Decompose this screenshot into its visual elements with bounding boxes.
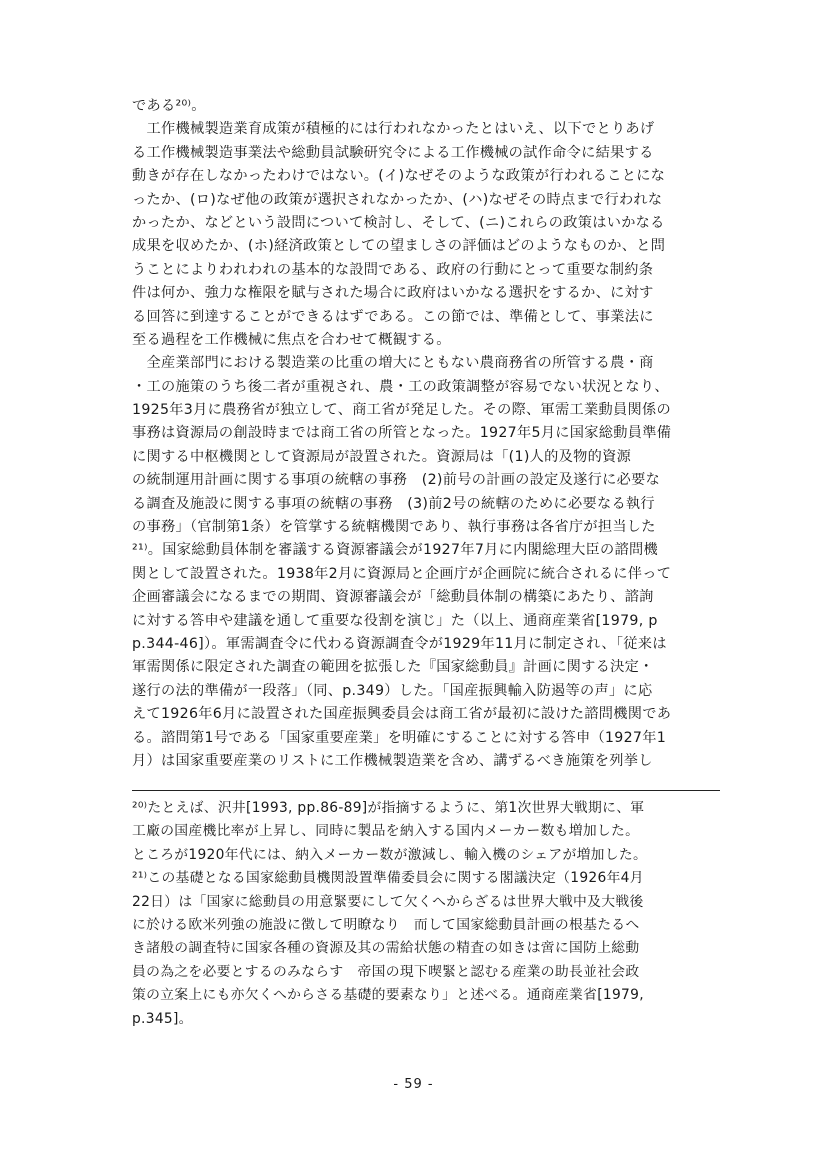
text-line: 関として設置された。1938年2月に資源局と企画庁が企画院に統合されるに伴って bbox=[132, 565, 672, 582]
text-line: 全産業部門における製造業の比重の増大にともない農商務省の所管する農・商 bbox=[132, 355, 654, 372]
text-line: の事務」（官制第1条）を管掌する統轄機関であり、執行事務は各省庁が担当した bbox=[132, 519, 656, 536]
text-line: 至る過程を工作機械に焦点を合わせて概観する。 bbox=[132, 331, 451, 348]
footnote-line: 策の立案上にも亦欠くへからさる基礎的要素なり」と述べる。通商産業省[1979, bbox=[132, 987, 644, 1004]
text-line: うことによりわれわれの基本的な設問である、政府の行動にとって重要な制約条 bbox=[132, 261, 654, 278]
footnote-separator bbox=[132, 790, 720, 791]
text-line: 企画審議会になるまでの期間、資源審議会が「総動員体制の構築にあたり、諮詢 bbox=[132, 589, 654, 606]
text-line: 月）は国家重要産業のリストに工作機械製造業を含め、講ずるべき施策を列挙し bbox=[132, 752, 653, 769]
text-line: 件は何か、強力な権限を賦与された場合に政府はいかなる選択をするか、に対す bbox=[132, 285, 654, 302]
footnote-line: 工廠の国産機比率が上昇し、同時に製品を納入する国内メーカー数も増加した。 bbox=[132, 823, 640, 840]
text-line: である²⁰⁾。 bbox=[132, 98, 206, 114]
footnote-line: 22日）は「国家に総動員の用意緊要にして欠くへからざるは世界大戦中及大戦後 bbox=[132, 893, 644, 910]
text-line: えて1926年6月に設置された国産振興委員会は商工省が最初に設けた諮問機関であ bbox=[132, 706, 672, 723]
text-line: ったか、(ロ)なぜ他の政策が選択されなかったか、(ハ)なぜその時点まで行われな bbox=[132, 191, 663, 208]
text-line: 1925年3月に農務省が独立して、商工省が発足した。その際、軍需工業動員関係の bbox=[132, 402, 671, 419]
footnote-line: き諸般の調査特に国家各種の資源及其の需給状態の精査の如きは啻に国防上総動 bbox=[132, 940, 640, 957]
footnote-line: に於ける欧米列強の施設に徴して明瞭なり 而して国家総動員計画の根基たるへ bbox=[132, 916, 640, 933]
footnote-line: ²¹⁾この基礎となる国家総動員機関設置準備委員会に関する閣議決定（1926年4月 bbox=[132, 870, 644, 887]
text-line: 成果を収めたか、(ホ)経済政策としての望ましさの評価はどのようなものか、と問 bbox=[132, 238, 666, 255]
text-line: の統制運用計画に関する事項の統轄の事務 (2)前号の計画の設定及遂行に必要な bbox=[132, 472, 661, 489]
footnote-line: 員の為之を必要とするのみならす 帝国の現下喫緊と認むる産業の助長並社会政 bbox=[132, 963, 640, 980]
footnote-line: ところが1920年代には、納入メーカー数が激減し、輸入機のシェアが増加した。 bbox=[132, 846, 648, 863]
text-line: かったか、などという設問について検討し、そして、(ニ)これらの政策はいかなる bbox=[132, 214, 665, 231]
footnote-line: ²⁰⁾たとえば、沢井[1993, pp.86-89]が指摘するように、第1次世界大戦期に、軍 bbox=[132, 800, 645, 816]
text-line: る回答に到達することができるはずである。この節では、準備として、事業法に bbox=[132, 308, 654, 325]
text-line: 事務は資源局の創設時までは商工省の所管となった。1927年5月に国家総動員準備 bbox=[132, 425, 672, 442]
text-line: 遂行の法的準備が一段落」（同、p.349）した。「国産振興輸入防遏等の声」に応 bbox=[132, 682, 653, 699]
footnotes bbox=[132, 797, 732, 1031]
text-line: る。諮問第1号である「国家重要産業」を明確にすることに対する答申（1927年1 bbox=[132, 729, 667, 746]
text-line: ・工の施策のうち後二者が重視され、農・工の政策調整が容易でない状況となり、 bbox=[132, 378, 669, 395]
text-line: 動きが存在しなかったわけではない。(イ)なぜそのような政策が行われることにな bbox=[132, 168, 666, 185]
text-line: p.344-46]）。軍需調査令に代わる資源調査令が1929年11月に制定され、「従来は bbox=[132, 635, 667, 652]
text-line: る調査及施設に関する事項の統轄の事務 (3)前2号の統轄のために必要なる執行 bbox=[132, 495, 655, 512]
text-line: に対する答申や建議を通して重要な役割を演じ」た（以上、通商産業省[1979, p bbox=[132, 612, 658, 629]
text-line: に関する中枢機関として資源局が設置された。資源局は「(1)人的及物的資源 bbox=[132, 448, 632, 465]
body-text bbox=[132, 95, 732, 773]
footnote-line: p.345]。 bbox=[132, 1010, 193, 1027]
page-number: - 59 - bbox=[393, 1077, 434, 1092]
text-line: 軍需関係に限定された調査の範囲を拡張した『国家総動員』計画に関する決定・ bbox=[132, 659, 654, 676]
text-line: ²¹⁾。国家総動員体制を審議する資源審議会が1927年7月に内閣総理大臣の諮問機 bbox=[132, 542, 658, 559]
text-line: 工作機械製造業育成策が積極的には行われなかったとはいえ、以下でとりあげ bbox=[132, 121, 655, 138]
text-line: る工作機械製造事業法や総動員試験研究令による工作機械の試作命令に結果する bbox=[132, 144, 654, 161]
